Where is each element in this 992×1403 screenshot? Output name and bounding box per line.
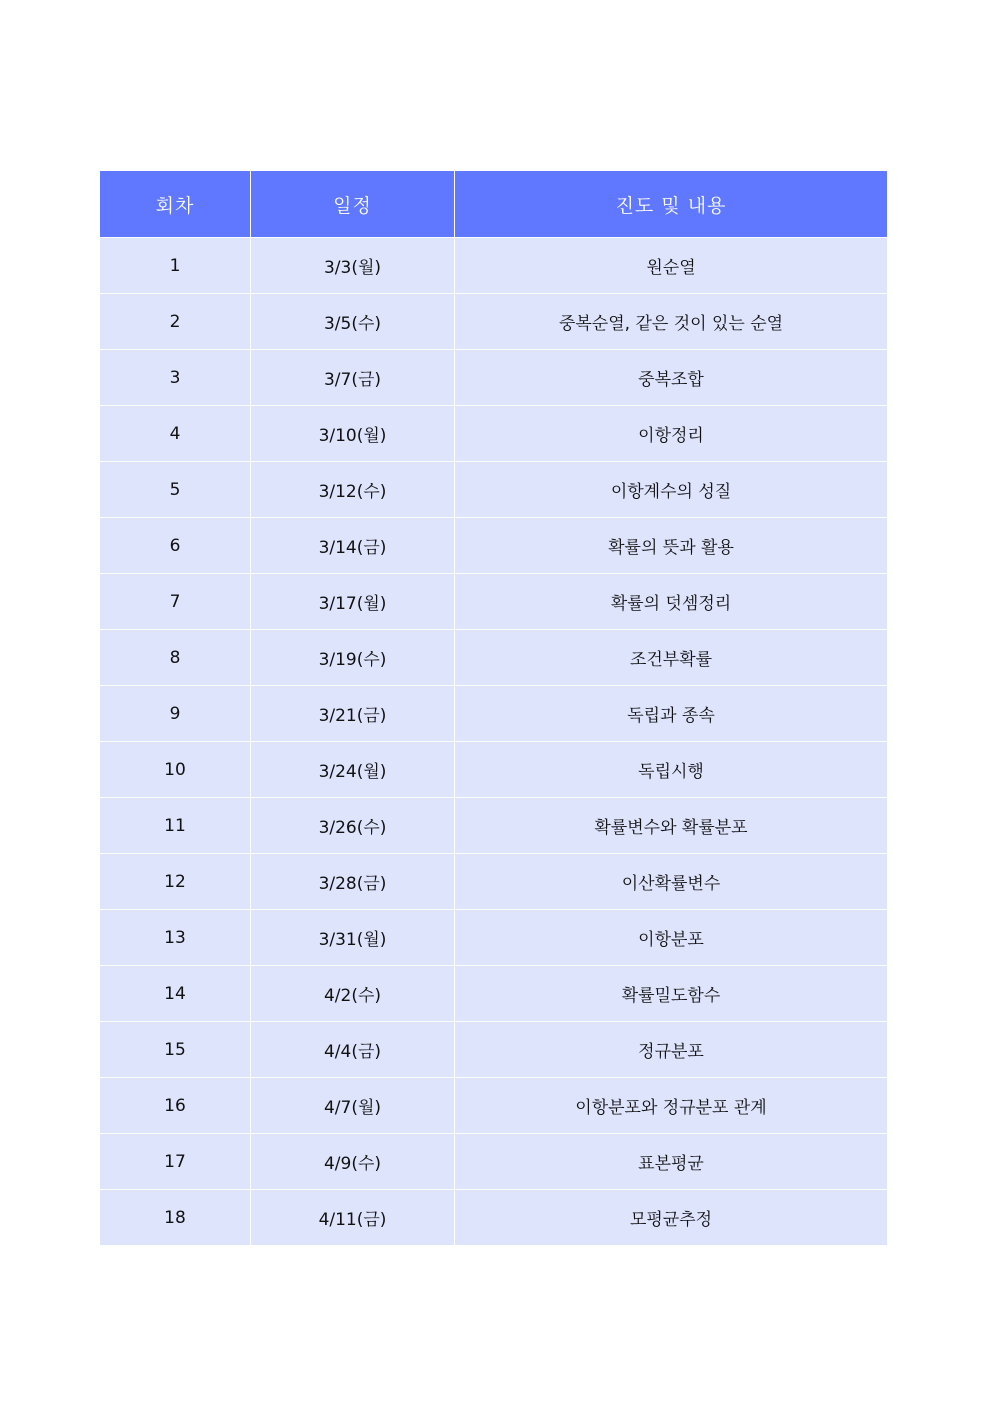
table-body (100, 238, 888, 1246)
round-cell: 5 (100, 462, 251, 518)
topic-cell: 정규분포 (455, 1022, 888, 1078)
date-cell: 4/7(월) (251, 1078, 455, 1134)
round-cell: 2 (100, 294, 251, 350)
round-cell: 16 (100, 1078, 251, 1134)
table-row (100, 686, 888, 742)
header-round: 회차 (100, 171, 251, 238)
round-cell: 9 (100, 686, 251, 742)
table-row (100, 1022, 888, 1078)
date-cell: 3/21(금) (251, 686, 455, 742)
round-cell: 10 (100, 742, 251, 798)
topic-cell: 확률밀도함수 (455, 966, 888, 1022)
topic-cell: 표본평균 (455, 1134, 888, 1190)
table-row (100, 966, 888, 1022)
round-cell: 18 (100, 1190, 251, 1246)
topic-cell: 독립시행 (455, 742, 888, 798)
date-cell: 3/26(수) (251, 798, 455, 854)
round-cell: 17 (100, 1134, 251, 1190)
round-cell: 14 (100, 966, 251, 1022)
date-cell: 3/19(수) (251, 630, 455, 686)
header-row (100, 171, 888, 238)
table-row (100, 574, 888, 630)
table-row (100, 910, 888, 966)
table-row (100, 350, 888, 406)
topic-cell: 확률의 덧셈정리 (455, 574, 888, 630)
table-row (100, 798, 888, 854)
table-row (100, 406, 888, 462)
table-row (100, 742, 888, 798)
round-cell: 8 (100, 630, 251, 686)
topic-cell: 이산확률변수 (455, 854, 888, 910)
table-row (100, 630, 888, 686)
topic-cell: 모평균추정 (455, 1190, 888, 1246)
round-cell: 6 (100, 518, 251, 574)
topic-cell: 이항정리 (455, 406, 888, 462)
round-cell: 3 (100, 350, 251, 406)
table-row (100, 1190, 888, 1246)
date-cell: 3/28(금) (251, 854, 455, 910)
table-row (100, 1134, 888, 1190)
round-cell: 15 (100, 1022, 251, 1078)
date-cell: 3/3(월) (251, 238, 455, 294)
topic-cell: 확률변수와 확률분포 (455, 798, 888, 854)
round-cell: 13 (100, 910, 251, 966)
table-row (100, 1078, 888, 1134)
date-cell: 4/4(금) (251, 1022, 455, 1078)
date-cell: 3/14(금) (251, 518, 455, 574)
table-row (100, 462, 888, 518)
schedule-table (99, 170, 888, 1246)
table-row (100, 518, 888, 574)
round-cell: 12 (100, 854, 251, 910)
round-cell: 4 (100, 406, 251, 462)
header-date: 일정 (251, 171, 455, 238)
topic-cell: 조건부확률 (455, 630, 888, 686)
topic-cell: 중복조합 (455, 350, 888, 406)
date-cell: 3/31(월) (251, 910, 455, 966)
topic-cell: 원순열 (455, 238, 888, 294)
date-cell: 3/24(월) (251, 742, 455, 798)
round-cell: 1 (100, 238, 251, 294)
topic-cell: 중복순열, 같은 것이 있는 순열 (455, 294, 888, 350)
date-cell: 3/12(수) (251, 462, 455, 518)
date-cell: 3/7(금) (251, 350, 455, 406)
topic-cell: 이항분포 (455, 910, 888, 966)
date-cell: 4/11(금) (251, 1190, 455, 1246)
date-cell: 3/5(수) (251, 294, 455, 350)
table-row (100, 294, 888, 350)
topic-cell: 독립과 종속 (455, 686, 888, 742)
topic-cell: 확률의 뜻과 활용 (455, 518, 888, 574)
table-row (100, 238, 888, 294)
date-cell: 3/10(월) (251, 406, 455, 462)
round-cell: 11 (100, 798, 251, 854)
date-cell: 3/17(월) (251, 574, 455, 630)
topic-cell: 이항분포와 정규분포 관계 (455, 1078, 888, 1134)
header-topic: 진도 및 내용 (455, 171, 888, 238)
date-cell: 4/9(수) (251, 1134, 455, 1190)
table-row (100, 854, 888, 910)
round-cell: 7 (100, 574, 251, 630)
date-cell: 4/2(수) (251, 966, 455, 1022)
table-header (100, 171, 888, 238)
topic-cell: 이항계수의 성질 (455, 462, 888, 518)
